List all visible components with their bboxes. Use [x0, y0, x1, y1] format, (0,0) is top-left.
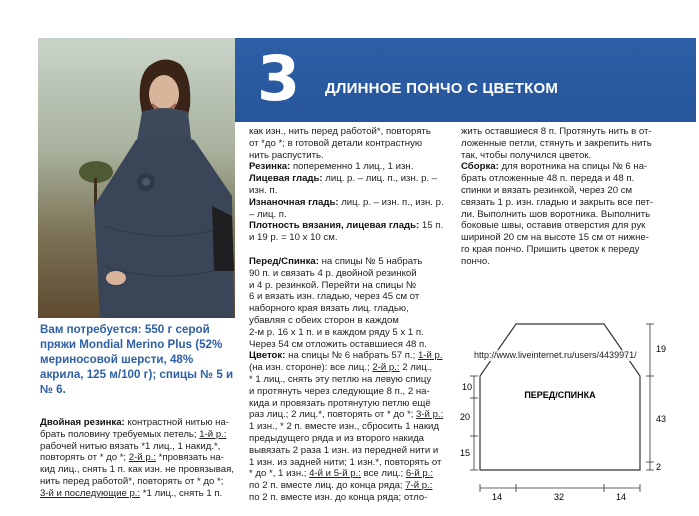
text-line: боковые швы, оставив отверстия для рук	[461, 220, 646, 232]
dim-left-10: 10	[462, 382, 473, 392]
text-line: по 2 п. вместе лиц. до конца ряда;	[249, 480, 406, 492]
text-line: рабочей нитью вязать *1 лиц., 1 накид.*,	[40, 440, 221, 452]
heading-double-rib: Двойная резинка:	[40, 417, 125, 428]
text-column-2	[249, 126, 453, 504]
text-line: кид лиц., снять 1 п. как изн. не провязывая,	[40, 464, 234, 476]
text-line: и 4 р. резинкой. Перейти на спицы №	[249, 279, 417, 291]
text-line: контрастной нитью на-	[124, 417, 230, 428]
text-line: по 2 п. вместе изн. до конца ряда; отло-	[249, 491, 428, 503]
text-line: го края пончо. Пришить цветок к переду	[461, 243, 640, 255]
text-line: убавляя с обеих сторон в каждом	[249, 314, 399, 326]
text-line: 90 п. и связать 4 р. двойной резинкой	[249, 267, 417, 279]
text-line: ложенные петли, стянуть и закрепить нить	[461, 137, 652, 149]
text-line: брать половину требуемых петель;	[40, 428, 200, 440]
text-line: 6 и вязать изн. гладью, через 45 см от	[249, 291, 420, 303]
text-line: шириной 20 см на высоте 15 см от нижне-	[461, 232, 649, 244]
heading-reverse-stockinette: Изнаночная гладь:	[249, 196, 339, 208]
heading-gauge: Плотность вязания, лицевая гладь:	[249, 220, 420, 232]
text-line: * до *, 1 изн.;	[249, 468, 310, 480]
text-line: от *до *; в готовой детали контрастную	[249, 137, 423, 149]
text-line: *1 лиц., снять 1 п.	[140, 487, 223, 499]
text-line: *провязать на-	[156, 452, 224, 464]
heading-stockinette: Лицевая гладь:	[249, 173, 323, 185]
watermark-url[interactable]: http://www.liveinternet.ru/users/4439971/	[474, 350, 637, 360]
text-line: изн. п.	[249, 184, 278, 196]
title-band	[235, 38, 696, 122]
text-line: для воротника на спицы № 6 на-	[498, 161, 648, 173]
materials-block	[40, 322, 236, 397]
text-line: кида и провязать протянутую петлю ещё	[249, 397, 431, 409]
dim-right-43: 43	[656, 414, 667, 424]
row-ref: 2-й р.:	[128, 452, 156, 464]
text-line: наборного края вязать лиц. гладью,	[249, 303, 409, 315]
dim-bottom-32: 32	[554, 492, 565, 502]
text-column-3	[461, 126, 687, 268]
row-ref: 7-й р.:	[405, 480, 433, 492]
page-title: ДЛИННОЕ ПОНЧО С ЦВЕТКОМ	[325, 80, 559, 97]
text-line: как изн., нить перед работой*, повторять	[249, 126, 431, 137]
text-line: на спицы № 5 набрать	[318, 255, 423, 267]
row-ref: 1-й р.	[417, 350, 443, 362]
row-ref: 4-й и 5-й р.:	[309, 468, 361, 480]
pattern-number: 3	[257, 42, 301, 115]
text-line: спинки и вязать резинкой, через 20 см	[461, 184, 633, 196]
text-line: и 19 р. = 10 х 10 см.	[249, 232, 338, 244]
text-line: жить оставшиеся 8 п. Протянуть нить в от-	[461, 126, 652, 137]
heading-front-back: Перед/Спинка:	[249, 255, 319, 267]
text-line: нить перед работой*, повторять от * до *;	[40, 475, 224, 487]
model-photo	[38, 38, 235, 318]
dim-bottom-14b: 14	[616, 492, 627, 502]
row-ref: 6-й р.:	[405, 468, 434, 480]
text-line: попеременно 1 лиц., 1 изн.	[290, 161, 414, 173]
text-line: лиц. р. – изн. п., изн. р.	[338, 196, 444, 208]
dim-right-19: 19	[656, 344, 667, 354]
row-ref: 3-й р.:	[416, 409, 444, 421]
text-line: 1 изн. из задней нити; 1 изн.*, повторять от	[249, 456, 442, 468]
text-line: связать 1 р. изн. гладью и закрыть все пет-	[461, 196, 654, 208]
text-line: повторять от * до *;	[40, 452, 129, 464]
woman-in-poncho	[94, 56, 234, 318]
heading-rib: Резинка:	[249, 161, 291, 173]
text-line: 15 п.	[419, 220, 444, 232]
text-line: * 1 лиц., снять эту петлю на левую спицу	[249, 373, 432, 385]
text-line: предыдущего ряда и из второго накида	[249, 432, 425, 444]
text-line: раз лиц.; 2 лиц.*, повторять от * до *;	[249, 409, 417, 421]
row-ref: 2-й р.:	[372, 362, 400, 374]
materials-text: 550 г серой пряжи Mondial Merino Plus (52% мериносовой шерсти, 48% акрила, 125 м/100 г); спицы № 5 и № 6.	[40, 323, 234, 396]
text-line: на спицы № 6 набрать 57 п.;	[285, 350, 418, 362]
text-line: и протянуть через следующие 8 п., 2 на-	[249, 385, 430, 397]
row-ref: 3-й и последующие р.:	[40, 487, 141, 499]
text-line: лиц. р. – лиц. п., изн. р. –	[322, 173, 438, 185]
text-line: ли. Выполнить шов воротника. Выполнить	[461, 208, 651, 220]
text-line: – лиц. п.	[249, 208, 287, 220]
text-line: 2-м р. 16 х 1 п. и в каждом ряду 5 х 1 п.	[249, 326, 424, 338]
heading-assembly: Сборка:	[461, 161, 499, 173]
text-line: все лиц.;	[360, 468, 406, 480]
text-column-1	[40, 417, 236, 500]
text-line: 2 лиц.,	[399, 362, 433, 374]
text-line: (на изн. стороне): все лиц.;	[249, 362, 373, 374]
text-line: 1 изн., * 2 п. вместе изн., сбросить 1 накид	[249, 421, 440, 433]
dim-right-2: 2	[656, 462, 662, 472]
text-line: брать отложенные 48 п. переда и 48 п.	[461, 173, 635, 185]
text-line: пончо.	[461, 255, 490, 267]
text-line: вывязать 2 раза 1 изн. из передней нити и	[249, 444, 439, 456]
dim-left-20: 20	[460, 412, 471, 422]
heading-flower: Цветок:	[249, 350, 286, 362]
dim-left-15: 15	[460, 448, 471, 458]
row-ref: 1-й р.:	[199, 428, 227, 440]
schema-label: ПЕРЕД/СПИНКА	[524, 390, 596, 400]
text-line: так, чтобы получился цветок.	[461, 149, 592, 161]
dim-bottom-14a: 14	[492, 492, 503, 502]
text-line: нить распустить.	[249, 149, 324, 161]
materials-label: Вам потребуется:	[40, 323, 142, 336]
text-line: Через 54 см отложить оставшиеся 48 п.	[249, 338, 427, 350]
